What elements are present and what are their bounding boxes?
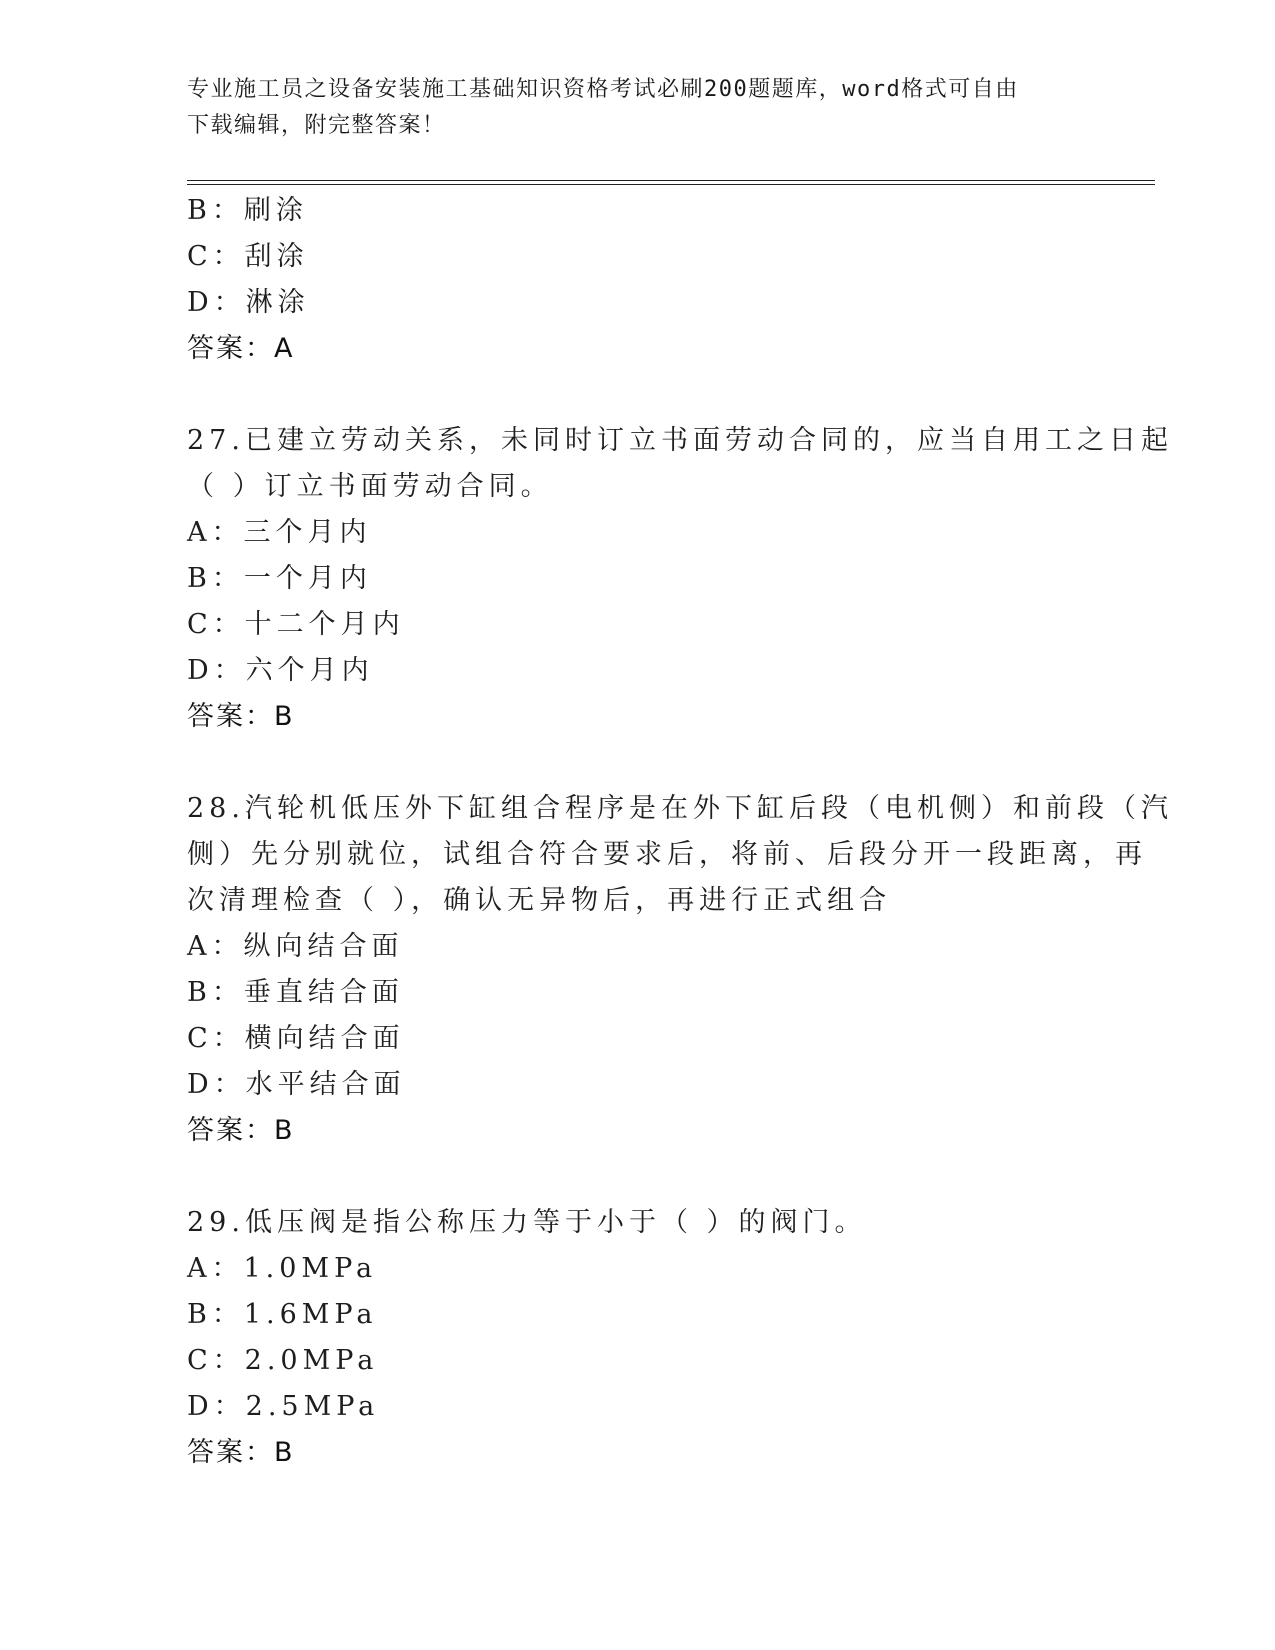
option-b: B：刷涂 — [187, 195, 308, 226]
answer: 答案：B — [187, 701, 295, 732]
answer: 答案：B — [187, 1115, 295, 1146]
option-c: C：十二个月内 — [187, 609, 405, 640]
option-d: D：2.5MPa — [187, 1391, 380, 1422]
option-b: B：1.6MPa — [187, 1299, 378, 1330]
question-text-line: 侧）先分别就位，试组合符合要求后，将前、后段分开一段距离，再 — [187, 839, 1147, 870]
question-text-line: 28.汽轮机低压外下缸组合程序是在外下缸后段（电机侧）和前段（汽 — [187, 793, 1173, 824]
option-d: D：淋涂 — [187, 287, 310, 318]
answer: 答案：A — [187, 333, 295, 364]
question-text-line: 次清理检查（ ），确认无异物后，再进行正式组合 — [187, 885, 892, 916]
option-a: A：1.0MPa — [187, 1253, 378, 1284]
option-c: C：横向结合面 — [187, 1023, 405, 1054]
spacer — [187, 372, 1087, 418]
question-text-line: （ ）订立书面劳动合同。 — [187, 471, 553, 502]
question-text-line: 29.低压阀是指公称压力等于小于（ ）的阀门。 — [187, 1207, 867, 1238]
question-list — [187, 188, 1173, 1476]
spacer — [187, 1154, 1087, 1200]
question-text-line: 27.已建立劳动关系，未同时订立书面劳动合同的，应当自用工之日起 — [187, 425, 1173, 456]
option-b: B：垂直结合面 — [187, 977, 404, 1008]
option-a: A：纵向结合面 — [187, 931, 404, 962]
header-line-2: 下载编辑，附完整答案！ — [187, 113, 446, 138]
question-28 — [187, 786, 1173, 1154]
header-divider-top — [187, 180, 1155, 181]
answer: 答案：B — [187, 1437, 295, 1468]
option-a: A：三个月内 — [187, 517, 372, 548]
option-c: C：2.0MPa — [187, 1345, 379, 1376]
header-line-1: 专业施工员之设备安装施工基础知识资格考试必刷200题题库，word格式可自由 — [187, 77, 1019, 102]
spacer — [187, 740, 1087, 786]
header-divider-bottom — [187, 184, 1155, 185]
option-b: B：一个月内 — [187, 563, 372, 594]
question-26 — [187, 188, 1087, 372]
option-d: D：水平结合面 — [187, 1069, 406, 1100]
option-c: C：刮涂 — [187, 241, 309, 272]
document-header — [187, 72, 1077, 144]
question-27 — [187, 418, 1173, 740]
option-d: D：六个月内 — [187, 655, 374, 686]
question-29 — [187, 1200, 1087, 1476]
